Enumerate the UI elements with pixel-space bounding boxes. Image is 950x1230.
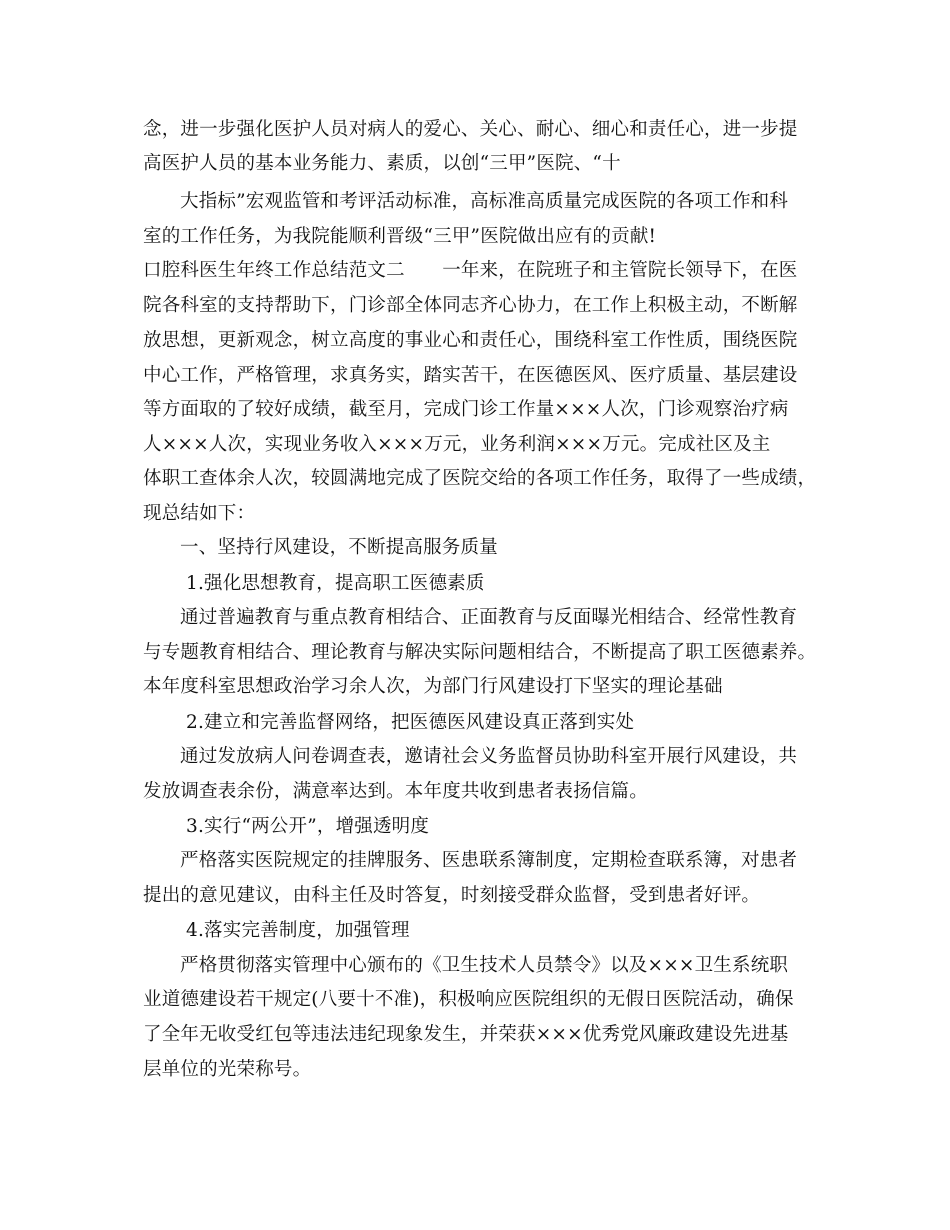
text-line: 严格落实医院规定的挂牌服务、医患联系簿制度，定期检查联系簿，对患者 — [180, 850, 798, 871]
text-line: 通过普遍教育与重点教育相结合、正面教育与反面曝光相结合、经常性教育 — [180, 607, 798, 628]
section-heading: 一、坚持行风建设，不断提高服务质量 — [180, 537, 498, 558]
text-line: 等方面取的了较好成绩，截至月，完成门诊工作量×××人次，门诊观察治疗病 — [143, 399, 789, 420]
text-line: 与专题教育相结合、理论教育与解决实际问题相结合，不断提高了职工医德素养。 — [143, 642, 817, 663]
text-line: 本年度科室思想政治学习余人次，为部门行风建设打下坚实的理论基础 — [143, 676, 723, 697]
text-line: 放思想，更新观念，树立高度的事业心和责任心，围绕科室工作性质，围绕医院 — [143, 330, 798, 351]
text-line: 大指标”宏观监管和考评活动标准，高标准高质量完成医院的各项工作和科 — [180, 191, 789, 212]
text-line: 中心工作，严格管理，求真务实，踏实苦干，在医德医风、医疗质量、基层建设 — [143, 365, 798, 386]
text-line: 严格贯彻落实管理中心颁布的《卫生技术人员禁令》以及×××卫生系统职 — [180, 955, 789, 976]
text-line: 业道德建设若干规定(八要十不准)，积极响应医院组织的无假日医院活动，确保 — [143, 989, 794, 1010]
text-line: 体职工查体余人次，较圆满地完成了医院交给的各项工作任务，取得了一些成绩， — [143, 468, 817, 489]
text-line: 现总结如下： — [143, 503, 256, 524]
text-line: 念，进一步强化医护人员对病人的爱心、关心、耐心、细心和责任心，进一步提 — [143, 119, 798, 140]
text-line: 提出的意见建议，由科主任及时答复，时刻接受群众监督，受到患者好评。 — [143, 885, 761, 906]
subsection-heading: 1.强化思想教育，提高职工医德素质 — [186, 573, 485, 594]
subsection-heading: 4.落实完善制度，加强管理 — [186, 920, 410, 941]
subsection-heading: 2.建立和完善监督网络，把医德医风建设真正落到实处 — [186, 712, 635, 733]
text-line: 通过发放病人问卷调查表，邀请社会义务监督员协助科室开展行风建设，共 — [180, 746, 798, 767]
text-line: 室的工作任务，为我院能顺利晋级“三甲”医院做出应有的贡献! — [143, 226, 657, 247]
text-line: 发放调查表余份，满意率达到。本年度共收到患者表扬信篇。 — [143, 781, 648, 802]
subsection-heading: 3.实行“两公开”，增强透明度 — [186, 816, 430, 837]
text-line: 院各科室的支持帮助下，门诊部全体同志齐心协力，在工作上积极主动，不断解 — [143, 295, 798, 316]
text-line: 人×××人次，实现业务收入×××万元，业务利润×××万元。完成社区及主 — [143, 434, 771, 455]
text-line: 口腔科医生年终工作总结范文二 一年来，在院班子和主管院长领导下，在医 — [143, 260, 798, 281]
text-line: 高医护人员的基本业务能力、素质，以创“三甲”医院、“十 — [143, 153, 621, 174]
text-line: 了全年无收受红包等违法违纪现象发生，并荣获×××优秀党风廉政建设先进基 — [143, 1024, 789, 1045]
text-line: 层单位的光荣称号。 — [143, 1059, 312, 1080]
